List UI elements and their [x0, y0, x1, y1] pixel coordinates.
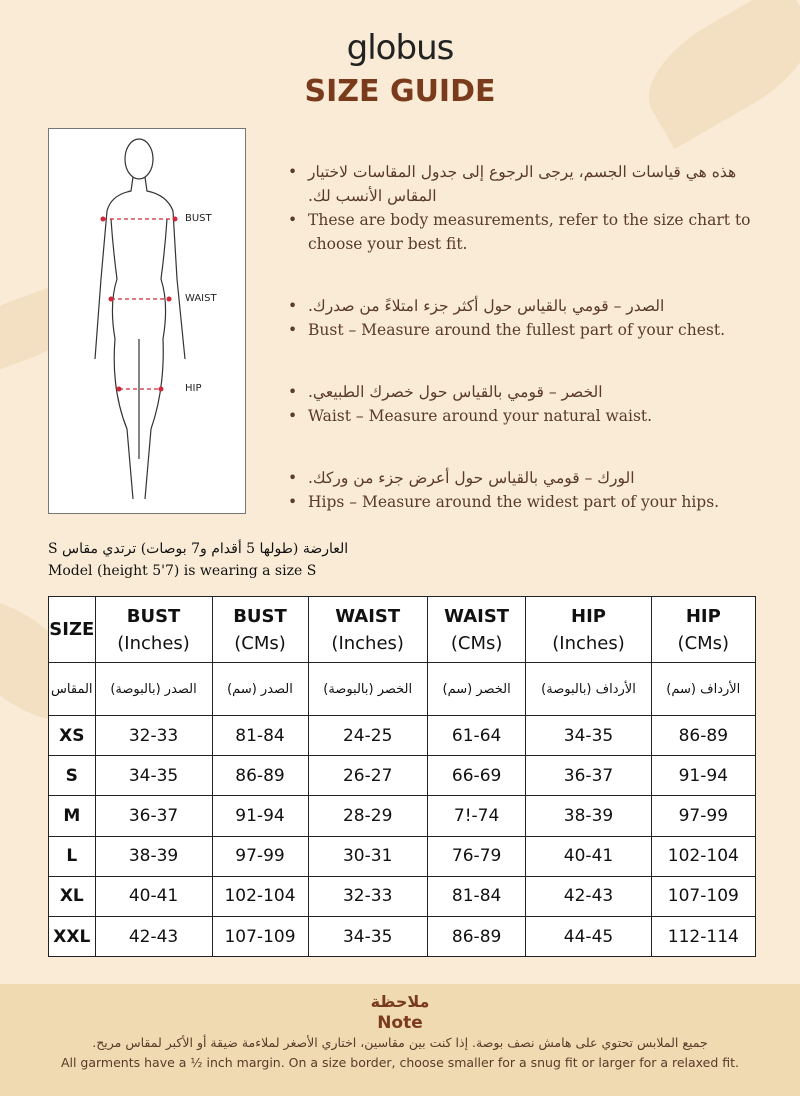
header-main: HIP [685, 605, 721, 627]
size-value-cell: 40-41 [526, 836, 651, 876]
column-header-ar: الأرداف (سم) [651, 663, 755, 716]
column-header-ar: الصدر (سم) [212, 663, 308, 716]
size-label-cell: S [49, 756, 96, 796]
size-value-cell: 40-41 [95, 876, 212, 916]
header-main: WAIST [444, 605, 510, 627]
model-info-ar: العارضة (طولها 5 أقدام و7 بوصات) ترتدي مقاس S [48, 541, 349, 557]
size-value-cell: 36-37 [95, 796, 212, 836]
size-value-cell: 30-31 [308, 836, 427, 876]
brand-logo: globus [346, 28, 454, 68]
note-title-en: Note [377, 1013, 423, 1033]
size-value-cell: 34-35 [308, 916, 427, 956]
size-value-cell: 24-25 [308, 716, 427, 756]
size-value-cell: 81-84 [427, 876, 525, 916]
column-header [526, 597, 651, 663]
size-value-cell: 86-89 [212, 756, 308, 796]
header-unit: (Inches) [552, 632, 625, 654]
size-label-cell: L [49, 836, 96, 876]
size-value-cell: 7!-74 [427, 796, 525, 836]
column-header [95, 597, 212, 663]
header-main: BUST [233, 605, 287, 627]
bullet-en: • Waist – Measure around your natural waist. [288, 404, 758, 428]
table-row [49, 716, 756, 756]
model-info [48, 538, 358, 582]
bust-label: BUST [185, 213, 212, 224]
size-value-cell: 66-69 [427, 756, 525, 796]
size-value-cell: 97-99 [212, 836, 308, 876]
size-value-cell: 91-94 [651, 756, 755, 796]
column-header-ar: الصدر (بالبوصة) [95, 663, 212, 716]
size-value-cell: 28-29 [308, 796, 427, 836]
header-main: SIZE [49, 619, 95, 640]
table-row [49, 876, 756, 916]
page-title: SIZE GUIDE [304, 74, 496, 109]
bullet-en: • Bust – Measure around the fullest part of your chest. [288, 318, 758, 342]
header-unit: (Inches) [331, 632, 404, 654]
bullet-en: • These are body measurements, refer to the size chart to choose your best fit. [288, 208, 758, 256]
column-header-ar: الخصر (سم) [427, 663, 525, 716]
size-value-cell: 61-64 [427, 716, 525, 756]
column-header [427, 597, 525, 663]
size-value-cell: 38-39 [95, 836, 212, 876]
note-text-en: All garments have a ½ inch margin. On a size border, choose smaller for a snug fit or larger for a relaxed fit. [60, 1055, 740, 1070]
size-value-cell: 86-89 [427, 916, 525, 956]
size-value-cell: 36-37 [526, 756, 651, 796]
size-value-cell: 34-35 [526, 716, 651, 756]
header-unit: (CMs) [234, 632, 286, 654]
size-value-cell: 26-27 [308, 756, 427, 796]
bullet-ar: • الصدر – قومي بالقياس حول أكثر جزء امتلاءً من صدرك. [288, 294, 758, 318]
column-header [49, 597, 96, 663]
size-value-cell: 32-33 [308, 876, 427, 916]
note-title-ar: ملاحظة [370, 992, 430, 1011]
table-row [49, 756, 756, 796]
size-value-cell: 42-43 [95, 916, 212, 956]
table-row [49, 796, 756, 836]
size-value-cell: 76-79 [427, 836, 525, 876]
size-value-cell: 86-89 [651, 716, 755, 756]
size-label-cell: XL [49, 876, 96, 916]
column-header-ar: الأرداف (بالبوصة) [526, 663, 651, 716]
note-section [0, 984, 800, 1096]
size-label-cell: M [49, 796, 96, 836]
size-value-cell: 102-104 [212, 876, 308, 916]
size-value-cell: 102-104 [651, 836, 755, 876]
size-value-cell: 34-35 [95, 756, 212, 796]
size-chart-table [48, 596, 756, 957]
column-header [212, 597, 308, 663]
column-header [308, 597, 427, 663]
size-value-cell: 38-39 [526, 796, 651, 836]
model-info-en: Model (height 5'7) is wearing a size S [48, 563, 317, 579]
size-value-cell: 32-33 [95, 716, 212, 756]
header-main: WAIST [335, 605, 401, 627]
bullet-ar: • هذه هي قياسات الجسم، يرجى الرجوع إلى جدول المقاسات لاختيار المقاس الأنسب لك. [288, 160, 758, 208]
table-row [49, 916, 756, 956]
waist-label: WAIST [185, 293, 217, 304]
header-unit: (CMs) [677, 632, 730, 654]
size-value-cell: 112-114 [651, 916, 755, 956]
table-row [49, 836, 756, 876]
size-value-cell: 81-84 [212, 716, 308, 756]
header-unit: (CMs) [450, 632, 503, 654]
size-value-cell: 107-109 [651, 876, 755, 916]
hip-label: HIP [185, 383, 202, 394]
size-label-cell: XXL [49, 916, 96, 956]
header-main: BUST [126, 605, 181, 627]
column-header [651, 597, 755, 663]
bullet-en: • Hips – Measure around the widest part of your hips. [288, 490, 758, 514]
header-main: HIP [571, 605, 606, 627]
size-label-cell: XS [49, 716, 96, 756]
measurement-instructions [288, 160, 758, 552]
size-value-cell: 107-109 [212, 916, 308, 956]
bullet-ar: • الخصر – قومي بالقياس حول خصرك الطبيعي. [288, 380, 758, 404]
size-value-cell: 42-43 [526, 876, 651, 916]
bullet-ar: • الورك – قومي بالقياس حول أعرض جزء من وركك. [288, 466, 758, 490]
column-header-ar: الخصر (بالبوصة) [308, 663, 427, 716]
body-measurement-figure [48, 128, 246, 514]
header-unit: (Inches) [117, 632, 190, 654]
size-value-cell: 91-94 [212, 796, 308, 836]
size-value-cell: 44-45 [526, 916, 651, 956]
column-header-ar: المقاس [49, 663, 96, 716]
size-value-cell: 97-99 [651, 796, 755, 836]
note-text-ar: جميع الملابس تحتوي على هامش نصف بوصة. إذا كنت بين مقاسين، اختاري الأصغر لملاءمة ضيقة أو الأكبر لمقاس مريح. [92, 1035, 708, 1050]
